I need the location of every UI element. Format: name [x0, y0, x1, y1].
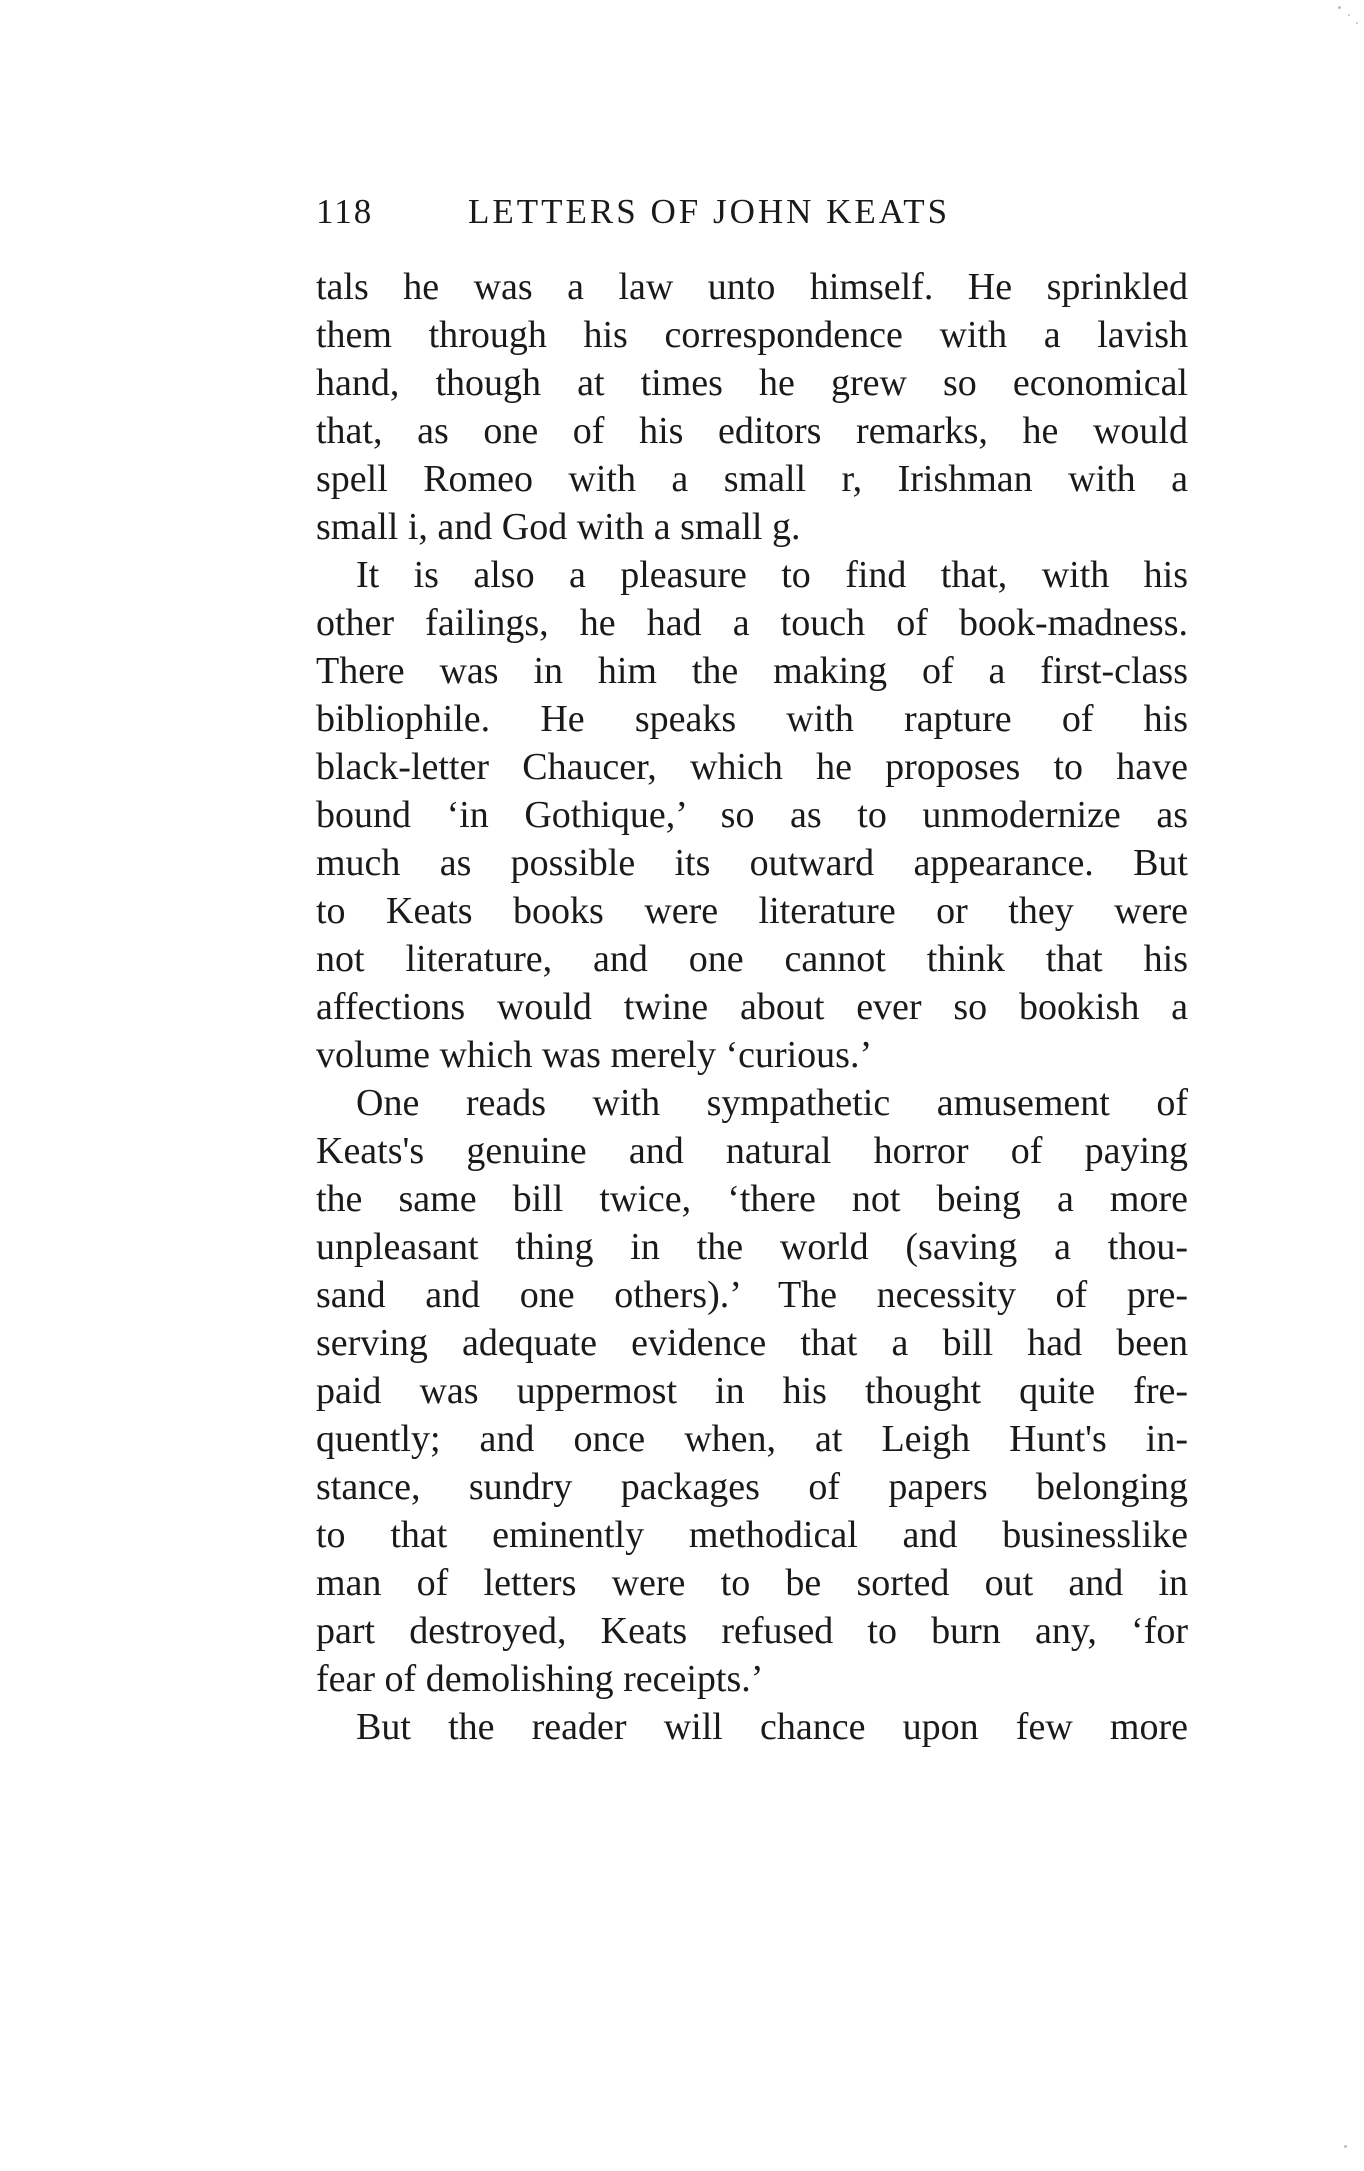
text-line: tals he was a law unto himself. He sprinkled — [316, 266, 1188, 308]
text-line: man of letters were to be sorted out and in — [316, 1562, 1188, 1604]
paragraph-first-line: It is also a pleasure to find that, with his — [356, 554, 1188, 596]
text-line: bound ‘in Gothique,’ so as to unmodernize as — [316, 794, 1188, 836]
text-line: them through his correspondence with a lavish — [316, 314, 1188, 356]
text-line: that, as one of his editors remarks, he would — [316, 410, 1188, 452]
text-line: affections would twine about ever so bookish a — [316, 986, 1188, 1028]
text-line: bibliophile. He speaks with rapture of his — [316, 698, 1188, 740]
text-line: serving adequate evidence that a bill had been — [316, 1322, 1188, 1364]
body-text — [316, 263, 1188, 1751]
scan-speck — [1348, 14, 1350, 16]
text-line: the same bill twice, ‘there not being a more — [316, 1178, 1188, 1220]
text-line: small i, and God with a small g. — [316, 506, 801, 548]
text-line: Keats's genuine and natural horror of paying — [316, 1130, 1188, 1172]
text-line: much as possible its outward appearance. But — [316, 842, 1188, 884]
running-head — [316, 192, 1188, 242]
text-line: to Keats books were literature or they were — [316, 890, 1188, 932]
text-line: other failings, he had a touch of book-madness. — [316, 602, 1188, 644]
text-line: There was in him the making of a first-class — [316, 650, 1188, 692]
text-line: to that eminently methodical and businesslike — [316, 1514, 1188, 1556]
paragraph-first-line: But the reader will chance upon few more — [356, 1706, 1188, 1748]
text-line: stance, sundry packages of papers belonging — [316, 1466, 1188, 1508]
text-line: volume which was merely ‘curious.’ — [316, 1034, 873, 1076]
scan-speck — [1356, 22, 1358, 24]
scan-speck — [1344, 2145, 1347, 2148]
text-line: part destroyed, Keats refused to burn any, ‘for — [316, 1610, 1188, 1652]
scan-speck — [1338, 6, 1341, 9]
text-line: spell Romeo with a small r, Irishman with a — [316, 458, 1188, 500]
text-line: not literature, and one cannot think that his — [316, 938, 1188, 980]
text-line: hand, though at times he grew so economical — [316, 362, 1188, 404]
text-line: quently; and once when, at Leigh Hunt's in- — [316, 1418, 1188, 1460]
text-line: fear of demolishing receipts.’ — [316, 1658, 764, 1700]
paragraph-first-line: One reads with sympathetic amusement of — [356, 1082, 1188, 1124]
text-line: sand and one others).’ The necessity of pre- — [316, 1274, 1188, 1316]
running-title: LETTERS OF JOHN KEATS — [468, 192, 951, 231]
text-line: unpleasant thing in the world (saving a thou- — [316, 1226, 1188, 1268]
text-line: black-letter Chaucer, which he proposes to have — [316, 746, 1188, 788]
page-number: 118 — [316, 192, 374, 231]
text-line: paid was uppermost in his thought quite fre- — [316, 1370, 1188, 1412]
